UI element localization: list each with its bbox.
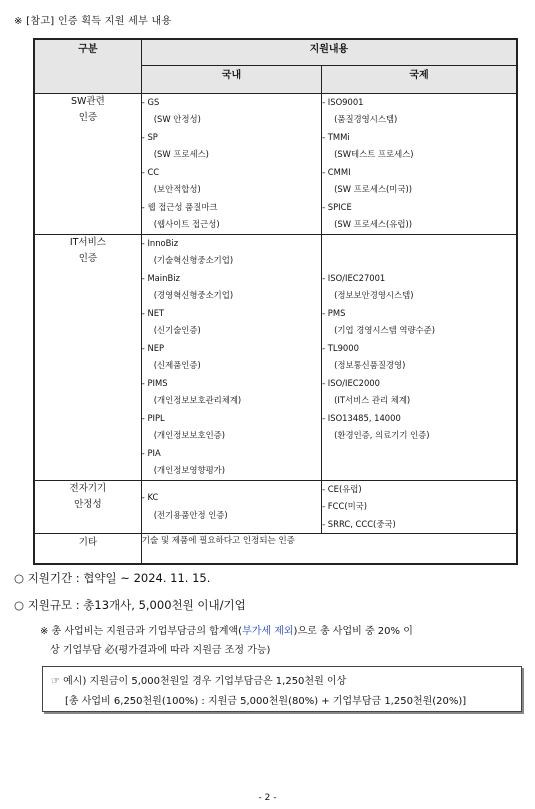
list-item: - ISO9001: [322, 96, 364, 107]
list-item: - SP: [141, 131, 158, 142]
list-item: - NEP: [141, 342, 165, 353]
list-item: (SW 프로세스): [153, 149, 209, 159]
list-item: - GS: [141, 96, 160, 107]
list-item: - KC: [141, 492, 159, 503]
domestic-cell: [141, 234, 321, 480]
header-category: 구분: [34, 39, 141, 93]
list-item: (정보보안경영시스템): [334, 290, 414, 300]
example-line-1: ☞ 예시) 지원금이 5,000천원일 경우 기업부담금은 1,250천원 이상: [51, 676, 347, 687]
international-cell: [322, 480, 517, 534]
cost-note-line1: ※ 총 사업비는 지원금과 기업부담금의 합계액(부가세 제외)으로 총 사업비 중 20% 이: [40, 626, 413, 637]
example-box: [42, 666, 522, 712]
header-international: 국제: [322, 65, 517, 93]
list-item: - InnoBiz: [141, 237, 179, 248]
etc-label: 기타: [34, 534, 141, 564]
page-number: - 2 -: [258, 793, 277, 803]
support-period: ○ 지원기간 : 협약일 ~ 2024. 11. 15.: [14, 571, 211, 585]
list-item: - ISO/IEC2000: [322, 377, 380, 388]
certification-support-table: [33, 38, 518, 565]
list-item: (개인정보보호관리체계): [153, 395, 242, 405]
table-row: [34, 93, 517, 234]
list-item: - CC: [141, 166, 160, 177]
cost-note-line2: 상 기업부담 必(평가결과에 따라 지원금 조정 가능): [50, 645, 271, 656]
international-cell: [322, 93, 517, 234]
list-item: (정보통신품질경영): [334, 360, 406, 370]
list-item: - 웹 접근성 품질마크: [141, 201, 218, 212]
list-item: (전기용품안정 인증): [153, 509, 228, 520]
example-line-2: [총 사업비 6,250천원(100%) : 지원금 5,000천원(80%) + 기업부담금 1,250천원(20%)]: [65, 696, 467, 707]
list-item: (기업 경영시스템 역량수준): [334, 325, 435, 335]
list-item: - PIA: [141, 447, 161, 458]
header-domestic: 국내: [141, 65, 321, 93]
header-support: 지원내용: [141, 39, 517, 65]
list-item: (보안적합성): [153, 184, 201, 194]
list-item: - TL9000: [322, 342, 359, 353]
list-item: - PMS: [322, 307, 346, 318]
list-item: - PIPL: [141, 412, 165, 423]
list-item: - FCC(미국): [322, 501, 368, 511]
list-item: - ISO/IEC27001: [322, 272, 386, 283]
support-scale: ○ 지원규모 : 총13개사, 5,000천원 이내/기업: [14, 598, 246, 612]
list-item: (환경인증, 의료기기 인증): [334, 430, 430, 440]
list-item: - ISO13485, 14000: [322, 412, 401, 423]
list-item: (웹사이트 접근성): [153, 219, 220, 229]
reference-title: ※ [참고] 인증 획득 지원 세부 내용: [14, 16, 172, 27]
list-item: (SW테스트 프로세스): [334, 149, 414, 159]
category-cell: IT서비스 인증: [34, 234, 141, 480]
list-item: - CE(유럽): [322, 483, 362, 494]
list-item: - CMMI: [322, 166, 351, 177]
list-item: (품질경영시스템): [334, 114, 398, 124]
list-item: (SW 안정성): [153, 114, 201, 124]
table-row: [34, 534, 517, 564]
list-item: - PIMS: [141, 377, 168, 388]
list-item: - TMMi: [322, 131, 350, 142]
list-item: (개인정보영향평가): [153, 465, 226, 475]
domestic-cell: [141, 480, 321, 534]
etc-text: 기술 및 제품에 필요하다고 인정되는 인증: [141, 534, 517, 564]
list-item: - SPICE: [322, 201, 352, 212]
table-row: [34, 234, 517, 480]
category-cell: SW관련 인증: [34, 93, 141, 234]
list-item: (SW 프로세스(미국)): [334, 184, 412, 194]
international-cell: [322, 234, 517, 480]
list-item: (SW 프로세스(유럽)): [334, 219, 412, 229]
list-item: (신제품인증): [153, 360, 201, 370]
list-item: (개인정보보호인증): [153, 430, 226, 440]
list-item: (경영혁신형중소기업): [153, 290, 234, 300]
list-item: - MainBiz: [141, 272, 180, 283]
vat-excluded-text: 부가세 제외: [242, 626, 294, 637]
domestic-cell: [141, 93, 321, 234]
table-row: [34, 480, 517, 534]
list-item: (기술혁신형중소기업): [153, 255, 234, 265]
category-cell: 전자기기 안정성: [34, 480, 141, 534]
list-item: (신기술인증): [153, 325, 201, 335]
list-item: (IT서비스 관리 체계): [334, 395, 411, 405]
list-item: - NET: [141, 307, 165, 318]
list-item: - SRRC, CCC(중국): [322, 518, 396, 529]
